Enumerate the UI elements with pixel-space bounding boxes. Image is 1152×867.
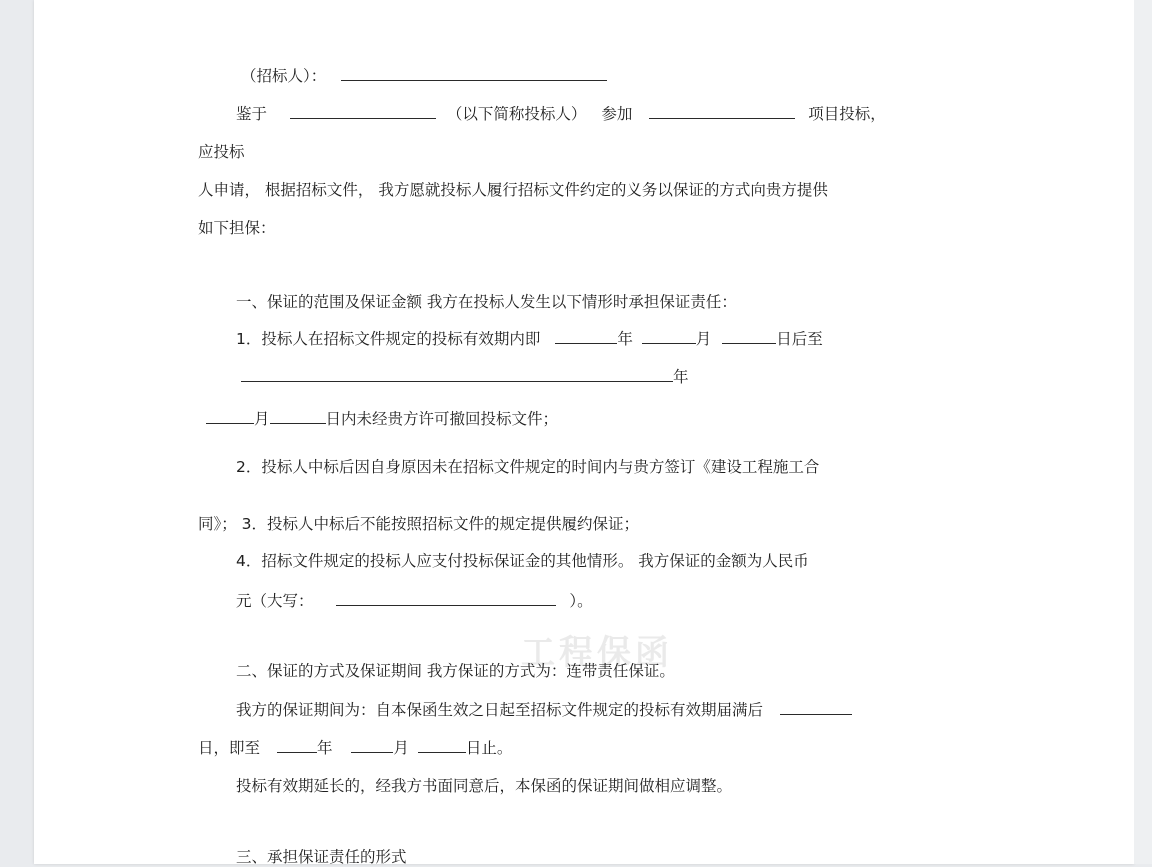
tenderer-line [241, 66, 607, 86]
year-blank [555, 329, 617, 344]
paragraph-line: 投标有效期延长的，经我方书面同意后，本保函的保证期间做相应调整。 [236, 777, 733, 795]
amount-label: 元（大写： [236, 592, 314, 610]
tenderer-label: （招标人）： [241, 67, 327, 85]
project-bid-text: 项目投标， [808, 105, 886, 123]
section-heading: 一、保证的范围及保证金额 我方在投标人发生以下情形时承担保证责任： [236, 293, 737, 311]
clause-line: 2．投标人中标后因自身原因未在招标文件规定的时间内与贵方签订《建设工程施工合 [236, 458, 820, 476]
year-blank [277, 738, 317, 753]
days-blank [780, 700, 852, 715]
participate-text: 参加 [601, 105, 633, 123]
year-label: 年 [673, 368, 689, 386]
day-after-label: 日后至 [776, 330, 823, 348]
day-blank [418, 738, 466, 753]
whereas-line [236, 104, 886, 124]
bidder-name-blank [290, 104, 436, 119]
clause-line: 4．招标文件规定的投标人应支付投标保证金的其他情形。 我方保证的金额为人民币 [236, 552, 809, 570]
amount-blank [336, 591, 556, 606]
project-name-blank [649, 104, 795, 119]
section-heading: 二、保证的方式及保证期间 我方保证的方式为：连带责任保证。 [236, 662, 675, 680]
paragraph-line: 应投标 [198, 143, 245, 161]
whereas-label: 鉴于 [236, 105, 268, 123]
bidder-abbrev-text: （以下简称投标人） [446, 105, 587, 123]
month-label: 月 [254, 410, 270, 428]
period-line [198, 738, 512, 758]
amount-line [236, 591, 593, 611]
day-blank [270, 409, 326, 424]
amount-close: ）。 [569, 592, 593, 610]
watermark: 工程保函 [521, 633, 673, 673]
section-heading: 三、承担保证责任的形式 [236, 848, 407, 866]
day-blank [722, 329, 776, 344]
month-label: 月 [393, 739, 409, 757]
clause-text: 日内未经贵方许可撤回投标文件； [325, 410, 559, 428]
clause-line [206, 409, 558, 429]
period-line [236, 700, 852, 720]
year-label: 年 [316, 739, 333, 757]
long-blank [241, 367, 673, 382]
period-text: 我方的保证期间为：自本保函生效之日起至招标文件规定的投标有效期届满后 [236, 701, 764, 719]
month-blank [351, 738, 393, 753]
paragraph-line: 人申请， 根据招标文件， 我方愿就投标人履行招标文件约定的义务以保证的方式向贵方提供 [198, 181, 828, 199]
month-label: 月 [695, 330, 712, 348]
clause-line [236, 329, 823, 349]
month-blank [642, 329, 696, 344]
month-blank [206, 409, 254, 424]
clause-text: 1．投标人在招标文件规定的投标有效期内即 [236, 330, 541, 348]
year-label: 年 [617, 330, 633, 348]
scrollbar[interactable] [1134, 0, 1152, 864]
until-label: 日，即至 [198, 739, 261, 757]
paragraph-line: 如下担保： [198, 219, 276, 237]
day-end-label: 日止。 [465, 739, 513, 757]
clause-line [241, 367, 689, 387]
document-page [34, 0, 1134, 864]
clause-line: 同》； 3．投标人中标后不能按照招标文件的规定提供履约保证； [198, 515, 640, 533]
tenderer-blank [341, 66, 607, 81]
